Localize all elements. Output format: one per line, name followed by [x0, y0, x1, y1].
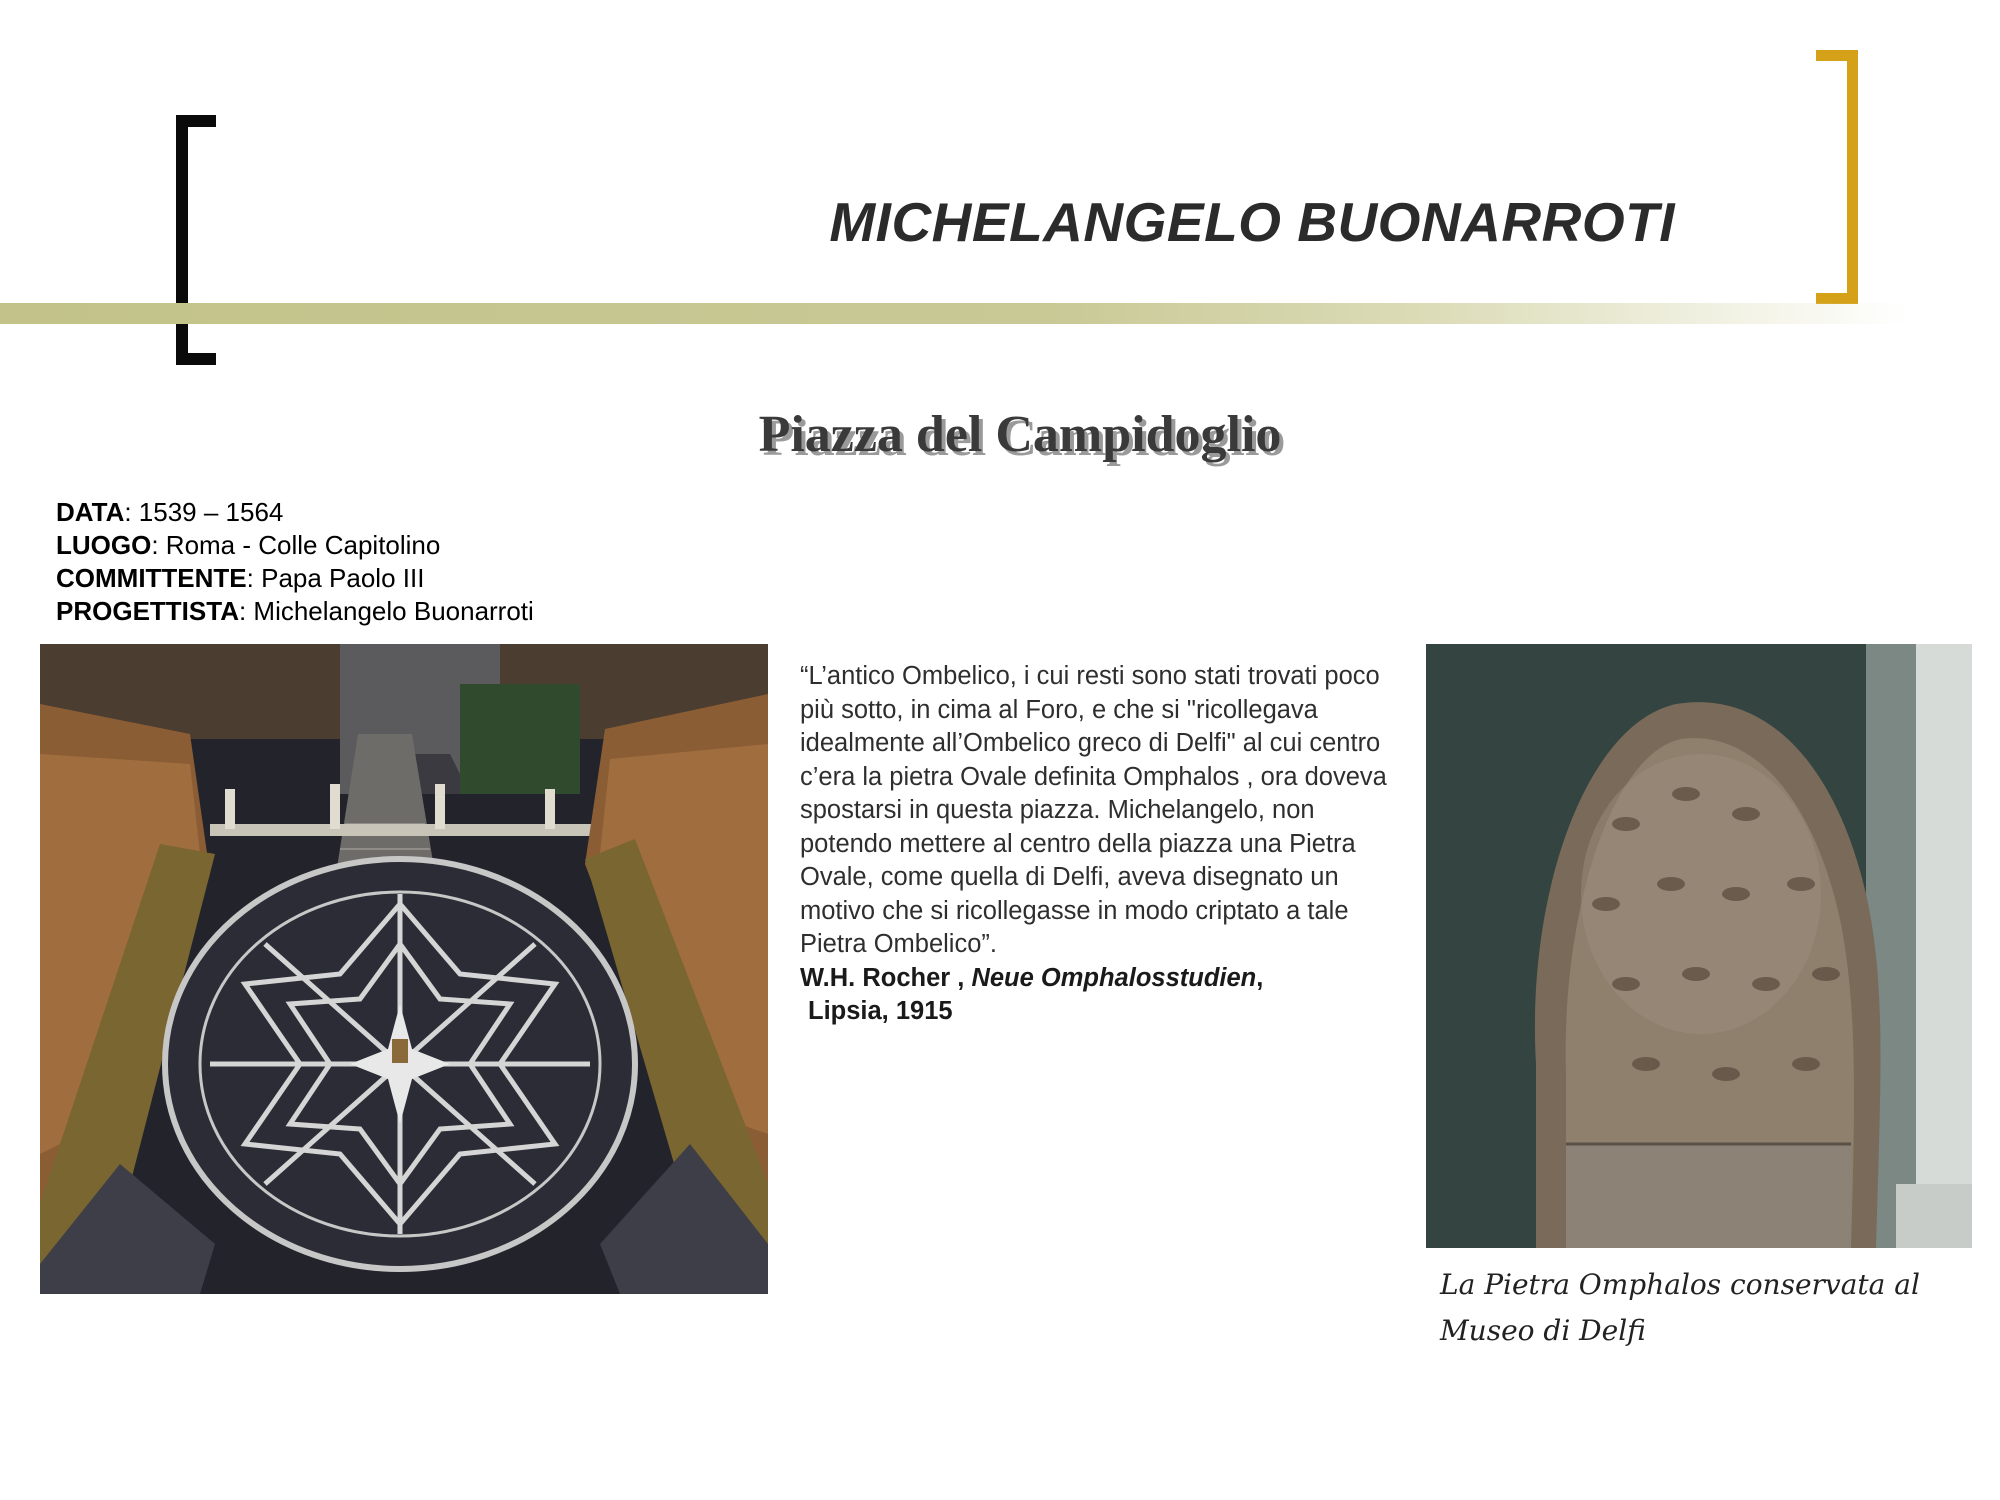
slide-subtitle: Piazza del Campidoglio	[758, 406, 1282, 463]
title-rule	[0, 303, 1910, 324]
info-value: : Michelangelo Buonarroti	[238, 596, 534, 626]
info-value: : Papa Paolo III	[246, 563, 425, 593]
quote-place: Lipsia, 1915	[808, 997, 953, 1025]
info-value: : 1539 – 1564	[124, 497, 284, 527]
omphalos-stone-photo	[1426, 644, 1972, 1248]
info-key: COMMITTENTE	[56, 563, 247, 593]
left-bracket-decoration	[176, 115, 216, 365]
quote-block	[800, 660, 1400, 1029]
caption-line-1: La Pietra Omphalos conservata al	[1440, 1268, 1920, 1301]
info-key: PROGETTISTA	[56, 596, 239, 626]
stone-caption	[1440, 1262, 1940, 1354]
caption-line-2: Museo di Delfi	[1440, 1314, 1646, 1347]
info-key: DATA	[56, 497, 125, 527]
info-row-progettista	[56, 595, 534, 628]
quote-author: W.H. Rocher ,	[800, 963, 965, 992]
slide-title: MICHELANGELO BUONARROTI	[829, 191, 1675, 253]
quote-text: “L’antico Ombelico, i cui resti sono stati trovati poco più sotto, in cima al Foro, e che si "ricollegava idealmente all’Ombelico greco di Delfi" al cui centro c’era la pietra Ovale definita Omphalos , ora doveva spostarsi in questa piazza. Michelangelo, non potendo mettere al centro della piazza una Pietra Ovale, come quella di Delfi, aveva disegnato un motivo che si ricollegasse in modo criptato a tale Pietra Ombelico”.	[800, 662, 1387, 958]
info-row-luogo	[56, 529, 534, 562]
info-row-data	[56, 496, 534, 529]
quote-work-suffix: ,	[1256, 963, 1264, 992]
quote-work: Neue Omphalosstudien	[971, 963, 1257, 992]
info-key: LUOGO	[56, 530, 152, 560]
info-value: : Roma - Colle Capitolino	[151, 530, 441, 560]
quote-citation	[800, 962, 1400, 996]
info-block	[56, 496, 534, 628]
info-row-committente	[56, 562, 534, 595]
piazza-aerial-photo	[40, 644, 768, 1294]
right-bracket-decoration	[1816, 50, 1858, 304]
